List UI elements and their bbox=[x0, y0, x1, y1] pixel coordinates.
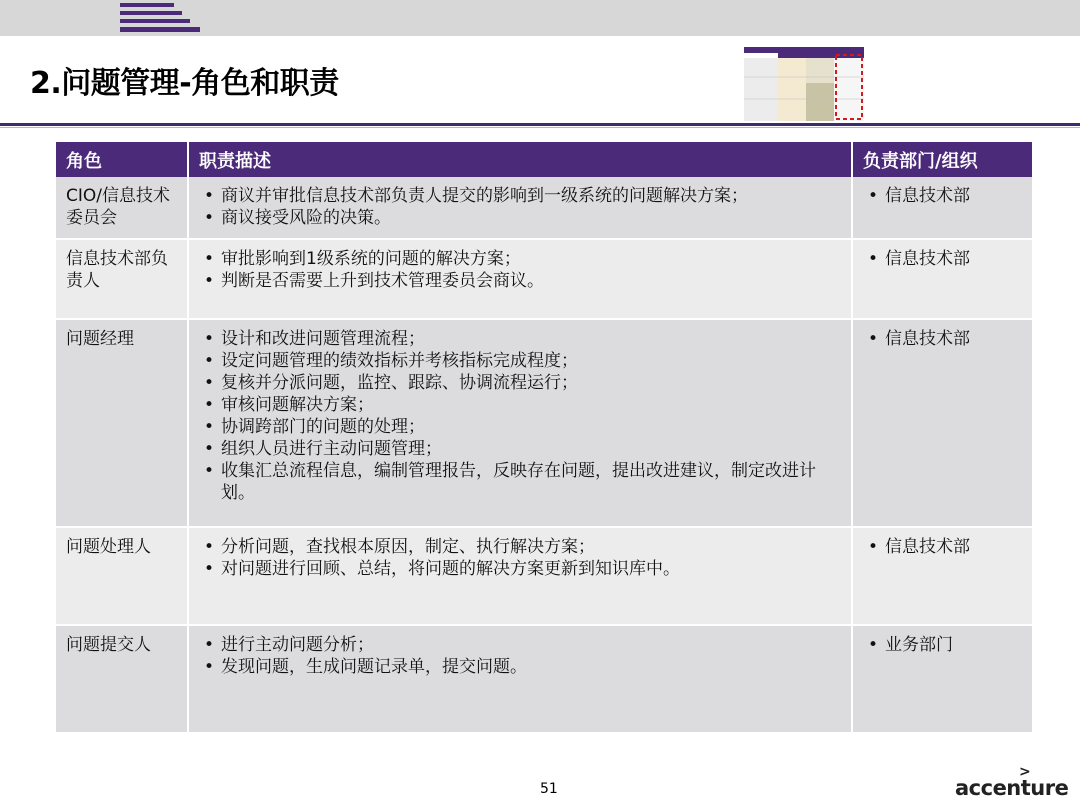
list-item: • 信息技术部 bbox=[863, 248, 1022, 270]
duties-cell bbox=[188, 319, 852, 527]
logo-text: accenture bbox=[955, 776, 1069, 800]
header-dept: 负责部门/组织 bbox=[852, 142, 1033, 177]
duties-cell bbox=[188, 177, 852, 239]
duties-cell bbox=[188, 625, 852, 733]
duties-list bbox=[199, 328, 841, 504]
list-item: • 审批影响到1级系统的问题的解决方案； bbox=[199, 248, 841, 270]
list-item: • 协调跨部门的问题的处理； bbox=[199, 416, 841, 438]
duties-list bbox=[199, 185, 841, 229]
list-item: • 信息技术部 bbox=[863, 185, 1022, 207]
list-item: • 信息技术部 bbox=[863, 328, 1022, 350]
header-rule bbox=[0, 123, 1080, 126]
list-item: • 信息技术部 bbox=[863, 536, 1022, 558]
role-cell: 信息技术部负责人 bbox=[56, 239, 188, 319]
role-cell: CIO/信息技术委员会 bbox=[56, 177, 188, 239]
dept-cell bbox=[852, 239, 1033, 319]
list-item: • 复核并分派问题，监控、跟踪、协调流程运行； bbox=[199, 372, 841, 394]
dept-cell bbox=[852, 527, 1033, 625]
duties-list bbox=[199, 634, 841, 678]
list-item: • 设计和改进问题管理流程； bbox=[199, 328, 841, 350]
dept-list bbox=[863, 248, 1022, 270]
duties-list bbox=[199, 248, 841, 292]
page-number: 51 bbox=[540, 781, 558, 797]
dept-cell bbox=[852, 625, 1033, 733]
dept-list bbox=[863, 536, 1022, 558]
list-item: • 判断是否需要上升到技术管理委员会商议。 bbox=[199, 270, 841, 292]
duties-cell bbox=[188, 239, 852, 319]
list-item: • 分析问题，查找根本原因，制定、执行解决方案； bbox=[199, 536, 841, 558]
dept-cell bbox=[852, 319, 1033, 527]
table-row bbox=[56, 239, 1033, 319]
header-duties: 职责描述 bbox=[188, 142, 852, 177]
table-row bbox=[56, 527, 1033, 625]
dept-cell bbox=[852, 177, 1033, 239]
list-item: • 设定问题管理的绩效指标并考核指标完成程度； bbox=[199, 350, 841, 372]
duties-list bbox=[199, 536, 841, 580]
duties-cell bbox=[188, 527, 852, 625]
list-item: • 收集汇总流程信息，编制管理报告，反映存在问题，提出改进建议，制定改进计划。 bbox=[199, 460, 841, 504]
list-item: • 进行主动问题分析； bbox=[199, 634, 841, 656]
table-row bbox=[56, 319, 1033, 527]
dept-list bbox=[863, 634, 1022, 656]
role-cell: 问题提交人 bbox=[56, 625, 188, 733]
table-row bbox=[56, 625, 1033, 733]
logo-chevron-icon: > bbox=[1019, 764, 1031, 780]
process-thumbnail-icon bbox=[744, 47, 864, 121]
dept-list bbox=[863, 328, 1022, 350]
roles-table bbox=[56, 142, 1034, 734]
list-item: • 商议并审批信息技术部负责人提交的影响到一级系统的问题解决方案； bbox=[199, 185, 841, 207]
header-role: 角色 bbox=[56, 142, 188, 177]
table-header-row bbox=[56, 142, 1033, 177]
list-item: • 商议接受风险的决策。 bbox=[199, 207, 841, 229]
list-item: • 业务部门 bbox=[863, 634, 1022, 656]
accenture-logo bbox=[955, 766, 1070, 802]
role-cell: 问题处理人 bbox=[56, 527, 188, 625]
dept-list bbox=[863, 185, 1022, 207]
list-item: • 审核问题解决方案； bbox=[199, 394, 841, 416]
page-title: 2.问题管理-角色和职责 bbox=[30, 66, 339, 101]
list-item: • 组织人员进行主动问题管理； bbox=[199, 438, 841, 460]
list-item: • 对问题进行回顾、总结，将问题的解决方案更新到知识库中。 bbox=[199, 558, 841, 580]
brand-stripes-icon bbox=[120, 0, 200, 36]
role-cell: 问题经理 bbox=[56, 319, 188, 527]
header-rule-thin bbox=[0, 127, 1080, 128]
table-row bbox=[56, 177, 1033, 239]
list-item: • 发现问题，生成问题记录单，提交问题。 bbox=[199, 656, 841, 678]
